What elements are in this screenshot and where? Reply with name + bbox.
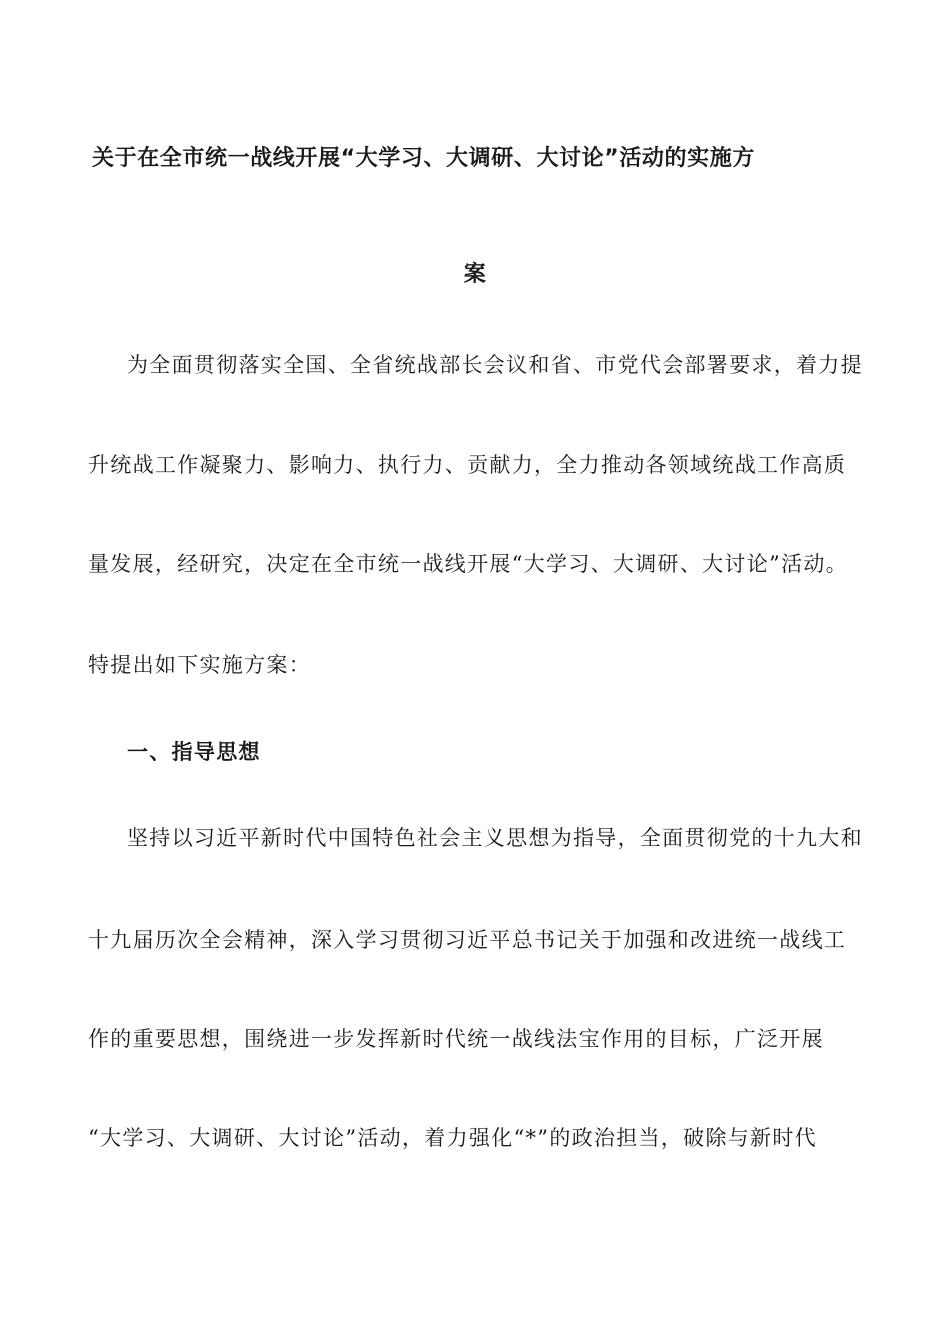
section1-line-2: 十九届历次全会精神，深入学习贯彻习近平总书记关于加强和改进统一战线工 [88, 928, 847, 952]
intro-line-1: 为全面贯彻落实全国、全省统战部长会议和省、市党代会部署要求，着力提 [127, 353, 863, 377]
section-heading-guiding-ideology: 一、指导思想 [127, 740, 261, 764]
section1-line-4: “大学习、大调研、大讨论”活动，着力强化“*”的政治担当，破除与新时代 [88, 1126, 817, 1150]
document-title-line-1: 关于在全市统一战线开展“大学习、大调研、大讨论”活动的实施方 [92, 146, 755, 171]
document-title-line-2: 案 [463, 262, 487, 287]
intro-line-3: 量发展，经研究，决定在全市统一战线开展“大学习、大调研、大讨论”活动。 [88, 552, 848, 576]
intro-line-2: 升统战工作凝聚力、影响力、执行力、贡献力，全力推动各领域统战工作高质 [88, 453, 847, 477]
intro-line-4: 特提出如下实施方案： [88, 653, 311, 677]
section1-line-1: 坚持以习近平新时代中国特色社会主义思想为指导，全面贯彻党的十九大和 [127, 826, 863, 850]
section1-line-3: 作的重要思想，围绕进一步发挥新时代统一战线法宝作用的目标，广泛开展 [88, 1027, 824, 1051]
